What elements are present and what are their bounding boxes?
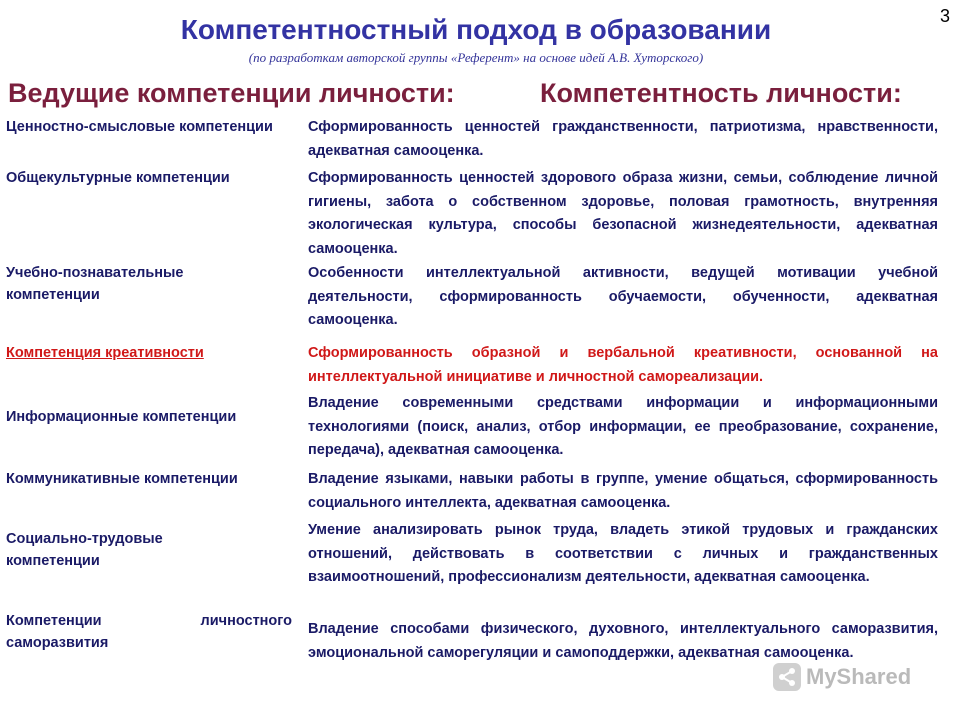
competence-description: Владение современными средствами информации и информационными технологиями (поиск, анализ, отбор информации, ее преобразование, сохранение, передача), адекватная самооценка. <box>308 395 938 458</box>
share-icon <box>772 662 802 692</box>
competence-name: Компетенции личностного саморазвития <box>6 613 292 651</box>
competence-description: Особенности интеллектуальной активности, ведущей мотивации учебной деятельности, сформированность обучаемости, обученности, адекватная самооценка. <box>308 265 938 328</box>
competence-description: Сформированность образной и вербальной креативности, основанной на интеллектуальной инициативе и личностной самореализации. <box>308 345 938 385</box>
competence-name: Компетенция креативности <box>6 345 204 361</box>
competence-name: Коммуникативные компетенции <box>6 471 238 487</box>
page-title: Компетентностный подход в образовании <box>180 14 772 45</box>
competence-description: Сформированность ценностей гражданственности, патриотизма, нравственности, адекватная самооценка. <box>308 119 938 159</box>
competence-description: Сформированность ценностей здорового образа жизни, семьи, соблюдение личной гигиены, забота о собственном здоровье, половая грамотность, внутренняя экологическая культура, способы безопасной жизнедеятельности, адекватная самооценка. <box>308 170 938 257</box>
competence-name: Общекультурные компетенции <box>6 170 230 186</box>
competence-name: Социально-трудовые компетенции <box>6 531 163 569</box>
watermark-text: MyShared <box>806 664 912 689</box>
competence-name: Учебно-познавательные компетенции <box>6 265 184 303</box>
competence-name: Ценностно-смысловые компетенции <box>6 119 273 135</box>
watermark <box>772 662 911 692</box>
heading-key-competences: Ведущие компетенции личности: <box>8 78 455 108</box>
slide-number: 3 <box>939 6 950 26</box>
competence-description: Умение анализировать рынок труда, владеть этикой трудовых и гражданских отношений, действовать в соответствии с личных и гражданственных взаимоотношений, профессионализм деятельности, адекватная самооценка. <box>308 522 938 585</box>
competence-description: Владение способами физического, духовного, интеллектуального саморазвития, эмоциональной саморегуляции и самоподдержки, адекватная самооценка. <box>308 621 938 661</box>
page-subtitle: (по разработкам авторской группы «Референт» на основе идей А.В. Хуторского) <box>248 50 704 65</box>
competence-name: Информационные компетенции <box>6 409 237 425</box>
competence-description: Владение языками, навыки работы в группе, умение общаться, сформированность социального интеллекта, адекватная самооценка. <box>308 471 938 511</box>
heading-personal-competence: Компетентность личности: <box>540 78 902 108</box>
